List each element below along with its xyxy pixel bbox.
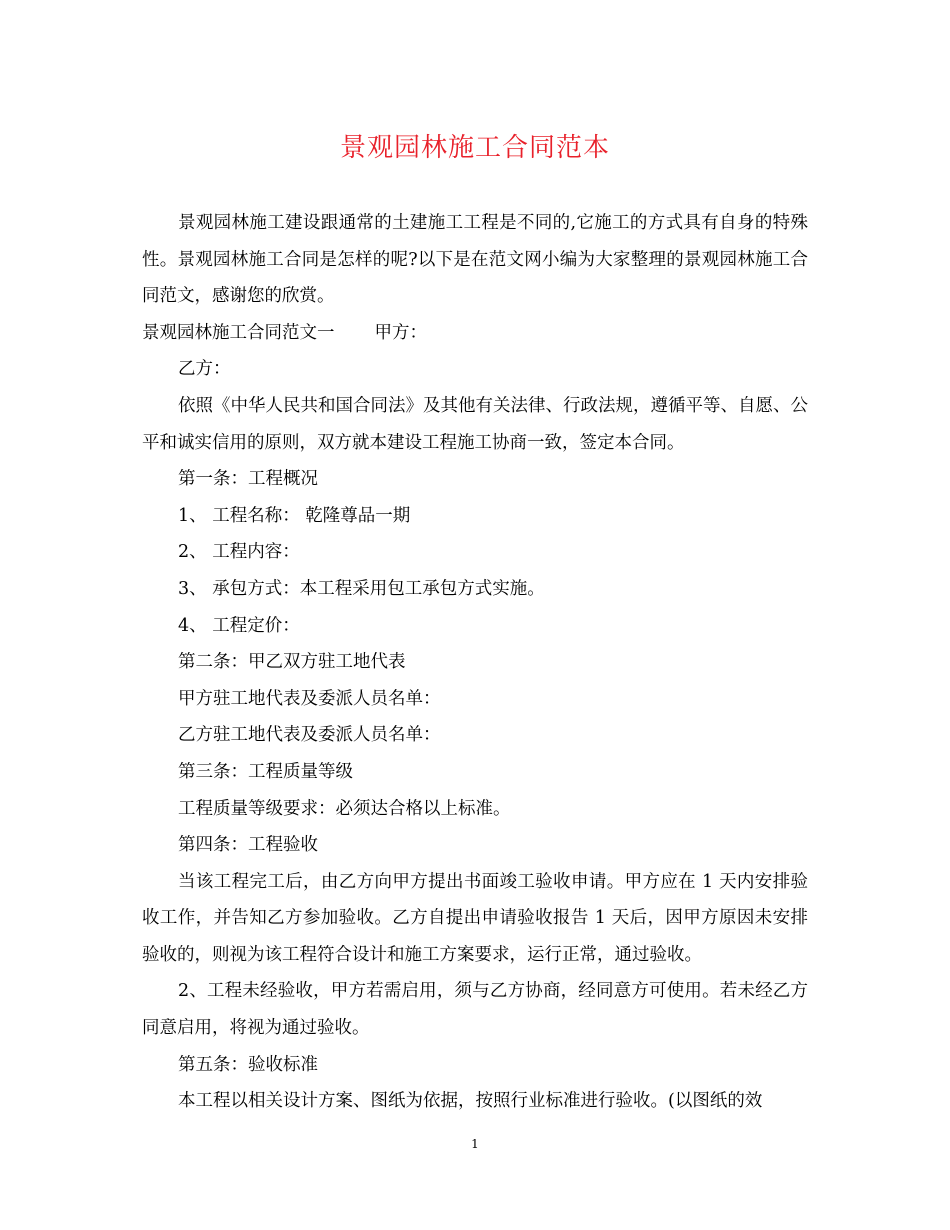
section-heading-line: [142, 315, 808, 352]
article-4-paragraph-2: 2、工程未经验收，甲方若需启用，须与乙方协商，经同意方可使用。若未经乙方同意启用，将视为通过验收。: [142, 981, 808, 1039]
article-3-title: 第三条：工程质量等级: [178, 761, 353, 782]
article-1-item-3: 3、 承包方式：本工程采用包工承包方式实施。: [178, 578, 545, 599]
preamble-paragraph: 依照《中华人民共和国合同法》及其他有关法律、行政法规，遵循平等、自愿、公平和诚实信用的原则，双方就本建设工程施工协商一致，签定本合同。: [142, 395, 808, 453]
party-a-label: 甲方：: [374, 322, 427, 343]
article-4-paragraph-1: 当该工程完工后，由乙方向甲方提出书面竣工验收申请。甲方应在 1 天内安排验收工作，并告知乙方参加验收。乙方自提出申请验收报告 1 天后，因甲方原因未安排验收的，则视为该工程符合设计和施工方案要求，运行正常，通过验收。: [142, 871, 808, 965]
article-2-party-a: 甲方驻工地代表及委派人员名单：: [178, 688, 441, 709]
article-1-item-4: 4、 工程定价：: [178, 615, 300, 636]
article-5-title: 第五条：验收标准: [178, 1054, 318, 1075]
page-number: 1: [471, 1137, 479, 1151]
section-heading: 景观园林施工合同范文一: [142, 322, 335, 343]
article-4-title: 第四条：工程验收: [178, 835, 318, 856]
article-2-title: 第二条：甲乙双方驻工地代表: [178, 652, 406, 673]
article-5-text: 本工程以相关设计方案、图纸为依据，按照行业标准进行验收。(以图纸的效: [178, 1091, 763, 1112]
article-1-item-2: 2、 工程内容：: [178, 542, 300, 563]
document-title: 景观园林施工合同范本: [339, 133, 610, 163]
party-b-label: 乙方：: [178, 359, 231, 380]
article-1-title: 第一条：工程概况: [178, 469, 318, 490]
article-3-text: 工程质量等级要求：必须达合格以上标准。: [178, 798, 511, 819]
article-1-item-1: 1、 工程名称： 乾隆尊品一期: [178, 505, 411, 526]
intro-paragraph: 景观园林施工建设跟通常的土建施工工程是不同的,它施工的方式具有自身的特殊性。景观园林施工合同是怎样的呢?以下是在范文网小编为大家整理的景观园林施工合同范文，感谢您的欣赏。: [142, 213, 808, 307]
document-body: [142, 205, 808, 1120]
article-2-party-b: 乙方驻工地代表及委派人员名单：: [178, 725, 441, 746]
